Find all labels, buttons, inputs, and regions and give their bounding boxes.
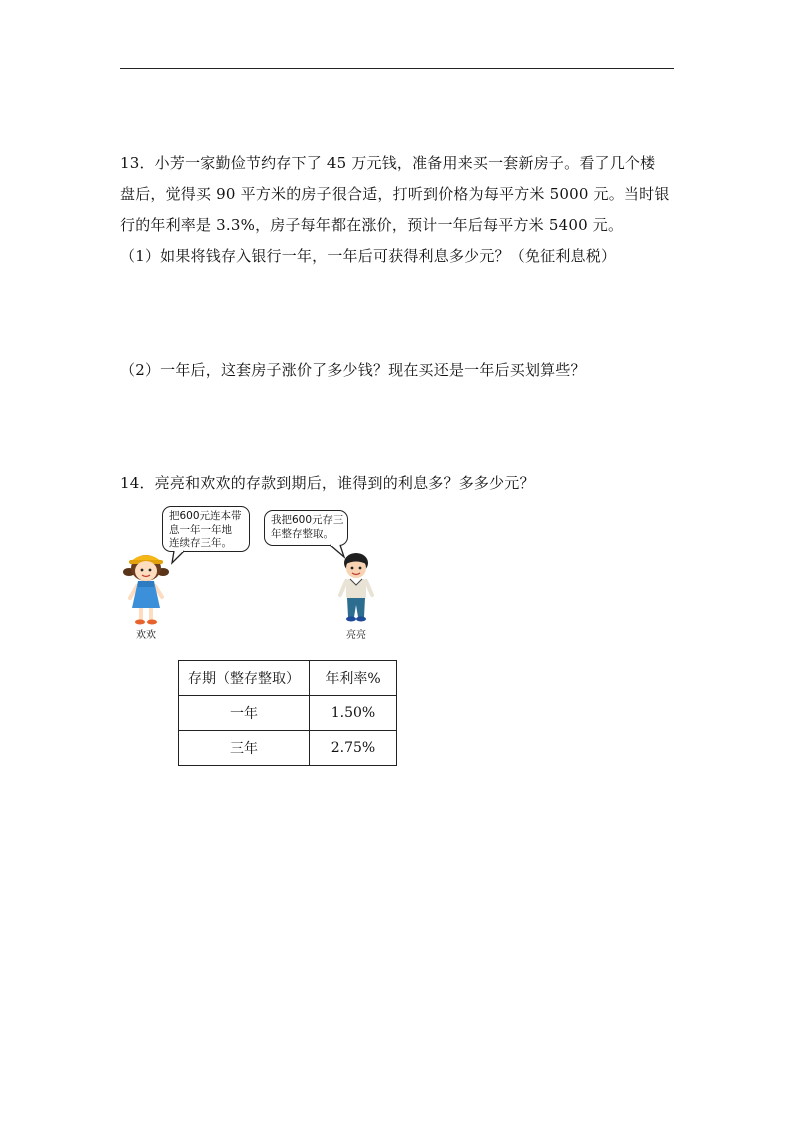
- header-rule: [120, 68, 674, 69]
- table-row: [179, 731, 397, 766]
- huanhuan-speech-line-3: 连续存三年。: [169, 537, 232, 549]
- q13-line-3: 行的年利率是 3.3%，房子每年都在涨价，预计一年后每平方米 5400 元。: [120, 216, 624, 234]
- q14-question: 14．亮亮和欢欢的存款到期后，谁得到的利息多？多多少元？: [120, 474, 535, 492]
- liangliang-name-label: 亮亮: [346, 630, 366, 641]
- q13-sub-question-2: （2）一年后，这套房子涨价了多少钱？现在买还是一年后买划算些？: [120, 361, 586, 379]
- table-header-rate: 年利率%: [310, 661, 397, 696]
- table-cell-rate: 1.50%: [310, 696, 397, 731]
- table-cell-rate: 2.75%: [310, 731, 397, 766]
- huanhuan-speech-line-1: 把600元连本带: [169, 510, 242, 522]
- liangliang-speech-bubble: [264, 510, 348, 546]
- interest-rate-table: [178, 660, 397, 766]
- huanhuan-speech-bubble: [162, 506, 250, 552]
- table-cell-term: 一年: [179, 696, 310, 731]
- table-cell-term: 三年: [179, 731, 310, 766]
- huanhuan-name-label: 欢欢: [136, 630, 156, 641]
- huanhuan-speech-line-2: 息一年一年地: [169, 523, 232, 536]
- huanhuan-girl-icon: [120, 550, 172, 628]
- q13-line-2: 盘后，觉得买 90 平方米的房子很合适，打听到价格为每平方米 5000 元。当时银: [120, 185, 670, 203]
- table-header-term: 存期（整存整取）: [179, 661, 310, 696]
- liangliang-speech-line-2: 年整存整取。: [271, 527, 334, 540]
- q13-sub-question-1: （1）如果将钱存入银行一年，一年后可获得利息多少元？（免征利息税）: [120, 247, 617, 265]
- table-header-row: [179, 661, 397, 696]
- liangliang-boy-icon: [334, 551, 378, 627]
- q13-line-1: 13．小芳一家勤俭节约存下了 45 万元钱，准备用来买一套新房子。看了几个楼: [120, 154, 656, 172]
- liangliang-speech-line-1: 我把600元存三: [271, 514, 344, 526]
- table-row: [179, 696, 397, 731]
- huanhuan-bubble-tail: [170, 549, 194, 565]
